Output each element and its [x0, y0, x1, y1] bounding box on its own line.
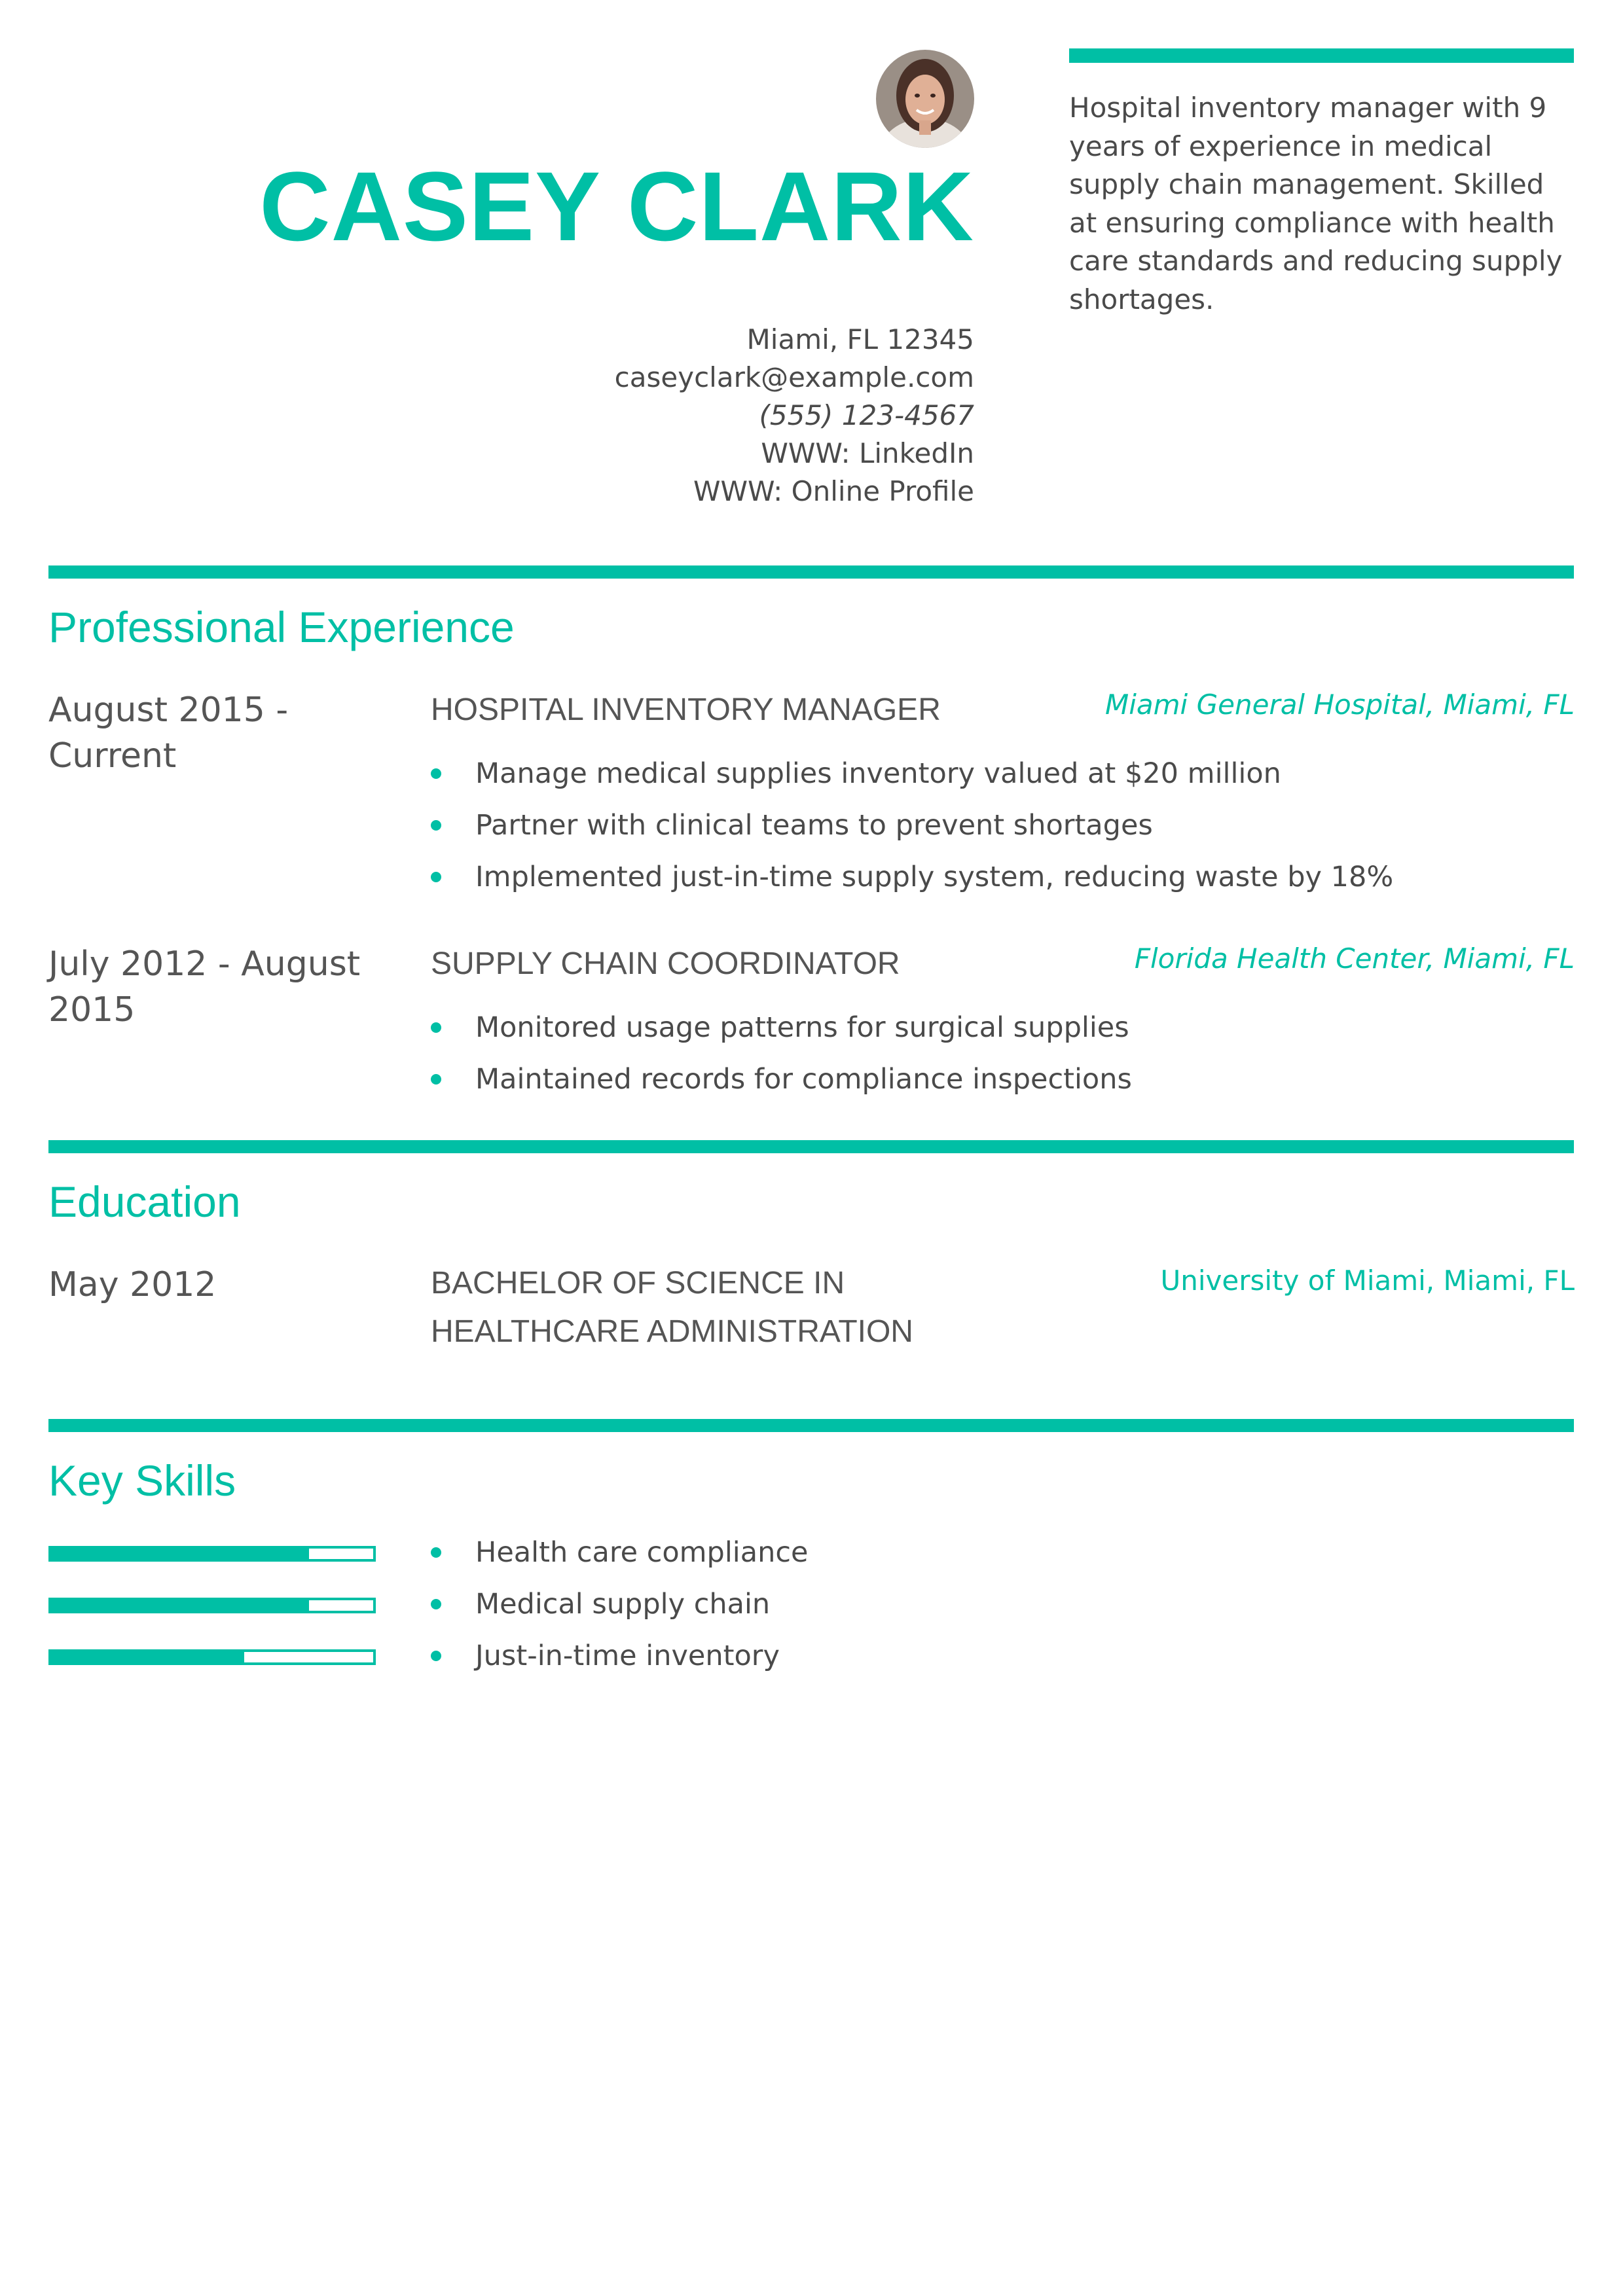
education-heading: Education [48, 1177, 241, 1226]
skill-level-fill [51, 1549, 309, 1559]
job-title: HOSPITAL INVENTORY MANAGER [431, 692, 941, 727]
job-dates: August 2015 - Current [48, 691, 289, 776]
bullet-icon [431, 820, 441, 831]
candidate-name: CASEY CLARK [259, 151, 974, 261]
school-name: University of Miami, Miami, FL [1160, 1265, 1575, 1297]
list-item: Maintained records for compliance inspections [431, 1058, 1132, 1110]
list-item: Implemented just-in-time supply system, reducing waste by 18% [431, 856, 1393, 908]
summary-divider [1069, 48, 1574, 63]
skill-level-fill [51, 1600, 309, 1611]
summary-text: Hospital inventory manager with 9 years of experience in medical supply chain management. Skilled at ensuring compliance with health care standards and reducing supply shortages. [1069, 92, 1563, 315]
skill-level-bar [48, 1546, 376, 1562]
bullet-icon [431, 768, 441, 779]
bullet-icon [431, 872, 441, 882]
list-item: Partner with clinical teams to prevent shortages [431, 804, 1393, 856]
profile-photo [876, 50, 974, 148]
list-item: Medical supply chain [431, 1583, 808, 1635]
phone-number: (555) 123-4567 [759, 399, 974, 431]
experience-heading: Professional Experience [48, 603, 515, 651]
list-item: Health care compliance [431, 1532, 808, 1583]
contact-block [615, 321, 974, 511]
section-divider [48, 1419, 1574, 1432]
job-bullets [431, 1007, 1132, 1110]
email-link[interactable]: caseyclark@example.com [614, 361, 974, 393]
section-divider [48, 1140, 1574, 1153]
bullet-icon [431, 1022, 441, 1033]
job-employer: Miami General Hospital, Miami, FL [1105, 689, 1575, 721]
bullet-icon [431, 1074, 441, 1085]
skill-level-bar [48, 1649, 376, 1665]
list-item: Just-in-time inventory [431, 1635, 808, 1687]
online-profile-link[interactable]: WWW: Online Profile [693, 475, 974, 507]
bullet-icon [431, 1547, 441, 1558]
linkedin-link[interactable]: WWW: LinkedIn [761, 437, 974, 469]
job-title: SUPPLY CHAIN COORDINATOR [431, 946, 900, 981]
bullet-icon [431, 1599, 441, 1609]
skills-list [431, 1532, 808, 1687]
list-item: Monitored usage patterns for surgical supplies [431, 1007, 1132, 1058]
skill-level-fill [51, 1652, 244, 1662]
skills-heading: Key Skills [48, 1456, 236, 1505]
education-date: May 2012 [48, 1265, 217, 1304]
degree-title: BACHELOR OF SCIENCE IN HEALTHCARE ADMINISTRATION [431, 1266, 913, 1349]
section-divider [48, 565, 1574, 579]
job-bullets [431, 753, 1393, 908]
address: Miami, FL 12345 [746, 323, 974, 355]
skill-level-bar [48, 1598, 376, 1613]
list-item: Manage medical supplies inventory valued at $20 million [431, 753, 1393, 804]
job-dates: July 2012 - August 2015 [48, 944, 361, 1030]
job-employer: Florida Health Center, Miami, FL [1134, 942, 1575, 975]
bullet-icon [431, 1651, 441, 1661]
